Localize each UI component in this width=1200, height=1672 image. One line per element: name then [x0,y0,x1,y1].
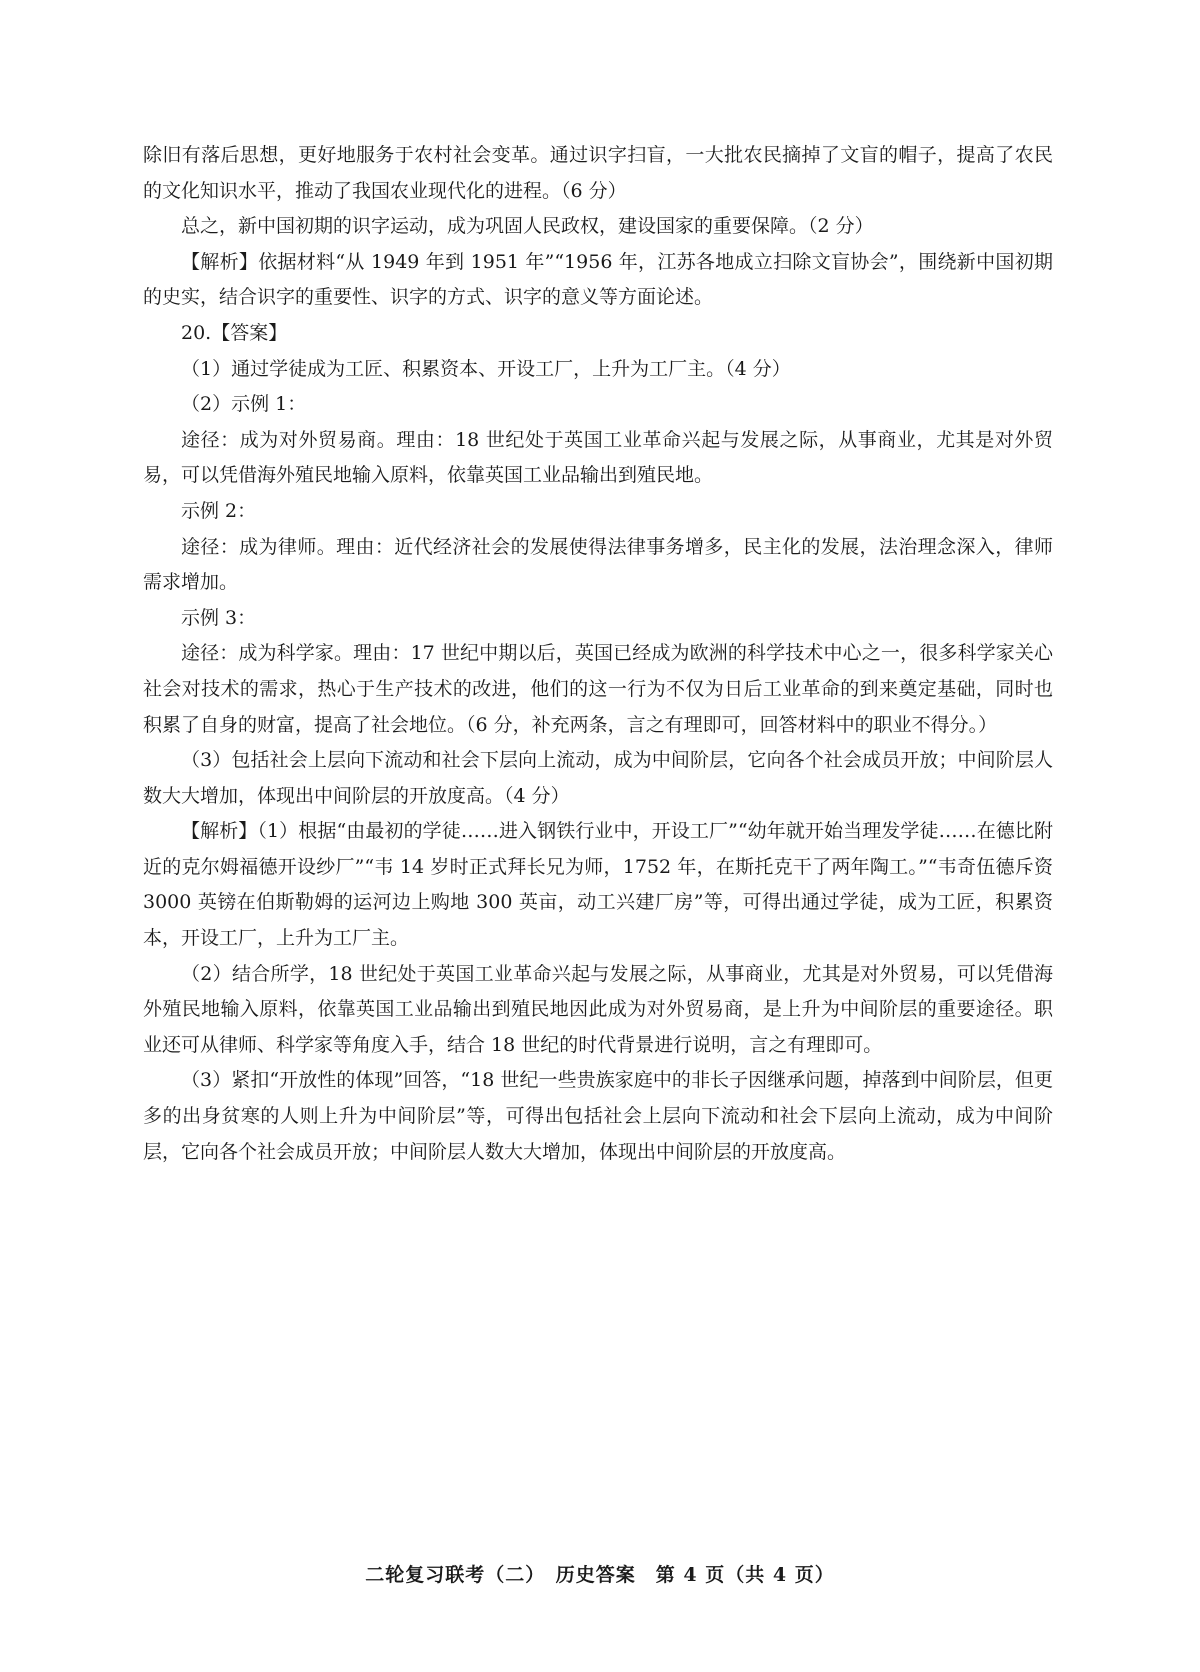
paragraph: 除旧有落后思想，更好地服务于农村社会变革。通过识字扫盲，一大批农民摘掉了文盲的帽子，提高了农民的文化知识水平，推动了我国农业现代化的进程。（6 分） [143,144,1053,202]
paragraph: 总之，新中国初期的识字运动，成为巩固人民政权，建设国家的重要保障。（2 分） [181,215,874,238]
example-heading: 示例 3： [181,606,257,629]
paragraph: （3）包括社会上层向下流动和社会下层向上流动，成为中间阶层，它向各个社会成员开放；中间阶层人数大大增加，体现出中间阶层的开放度高。（4 分） [143,749,1053,807]
paragraph: （2）结合所学，18 世纪处于英国工业革命兴起与发展之际，从事商业，尤其是对外贸易，可以凭借海外殖民地输入原料，依靠英国工业品输出到殖民地因此成为对外贸易商，是上升为中间阶层的重要途径。职业还可从律师、科学家等角度入手，结合 18 世纪的时代背景进行说明，言之有理即可。 [143,962,1053,1056]
analysis-paragraph: 【解析】（1）根据“由最初的学徒……进入钢铁行业中，开设工厂”“幼年就开始当理发学徒……在德比附近的克尔姆福德开设纱厂”“韦 14 岁时正式拜长兄为师，1752 年，在斯托克干了两年陶工。”“韦奇伍德斥资 3000 英镑在伯斯勒姆的运河边上购地 300 英亩，动工兴建厂房”等，可得出通过学徒，成为工匠，积累资本，开设工厂，上升为工厂主。 [143,820,1053,950]
analysis-paragraph: 【解析】依据材料“从 1949 年到 1951 年”“1956 年，江苏各地成立扫除文盲协会”，围绕新中国初期的史实，结合识字的重要性、识字的方式、识字的意义等方面论述。 [143,250,1053,309]
paragraph: 途径：成为律师。理由：近代经济社会的发展使得法律事务增多，民主化的发展，法治理念深入，律师需求增加。 [143,535,1053,594]
answer-body [143,138,1053,1170]
paragraph: （3）紧扣“开放性的体现”回答，“18 世纪一些贵族家庭中的非长子因继承问题，掉落到中间阶层，但更多的出身贫寒的人则上升为中间阶层”等，可得出包括社会上层向下流动和社会下层向上流动，成为中间阶层，它向各个社会成员开放；中间阶层人数大大增加，体现出中间阶层的开放度高。 [143,1069,1053,1163]
question-heading: 20.【答案】 [181,321,288,344]
example-heading: （2）示例 1： [181,393,307,416]
example-heading: 示例 2： [181,499,257,522]
page-footer: 二轮复习联考（二） 历史答案 第 4 页（共 4 页） [365,1564,835,1586]
paragraph: 途径：成为对外贸易商。理由：18 世纪处于英国工业革命兴起与发展之际，从事商业，尤其是对外贸易，可以凭借海外殖民地输入原料，依靠英国工业品输出到殖民地。 [143,428,1053,487]
paragraph: （1）通过学徒成为工匠、积累资本、开设工厂，上升为工厂主。（4 分） [181,357,791,380]
paragraph: 途径：成为科学家。理由：17 世纪中期以后，英国已经成为欧洲的科学技术中心之一，很多科学家关心社会对技术的需求，热心于生产技术的改进，他们的这一行为不仅为日后工业革命的到来奠定基础，同时也积累了自身的财富，提高了社会地位。（6 分，补充两条，言之有理即可，回答材料中的职业不得分。） [143,642,1053,736]
